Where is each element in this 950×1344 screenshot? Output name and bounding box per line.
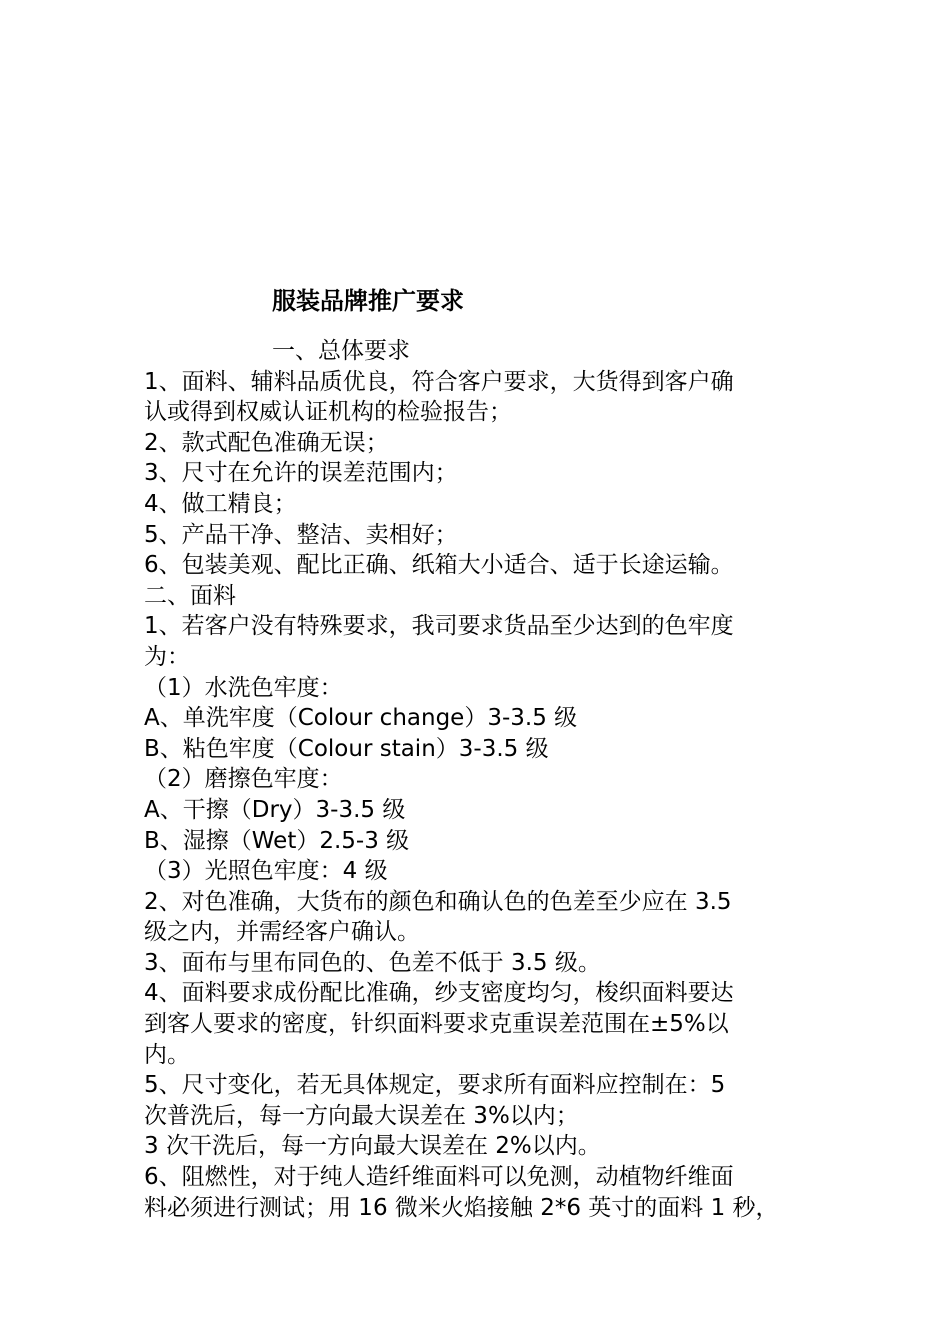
text-line: 次普洗后，每一方向最大误差在 3%以内； — [144, 1102, 579, 1129]
text-line: A、干擦（Dry）3-3.5 级 — [144, 796, 406, 823]
section-heading-general: 一、总体要求 — [272, 338, 410, 364]
text-line: 3、面布与里布同色的、色差不低于 3.5 级。 — [144, 949, 601, 976]
text-line: 1、面料、辅料品质优良，符合客户要求，大货得到客户确 — [144, 368, 734, 395]
text-line: 到客人要求的密度，针织面料要求克重误差范围在±5%以 — [144, 1011, 729, 1038]
text-line: 5、尺寸变化，若无具体规定，要求所有面料应控制在：5 — [144, 1072, 726, 1099]
section-heading-fabric: 二、面料 — [144, 582, 236, 609]
text-line: B、湿擦（Wet）2.5-3 级 — [144, 827, 410, 854]
text-line: B、粘色牢度（Colour stain）3-3.5 级 — [144, 735, 549, 762]
document-body — [144, 336, 824, 1223]
text-line: 认或得到权威认证机构的检验报告； — [144, 399, 512, 426]
text-line: 4、做工精良； — [144, 490, 297, 517]
text-line: （3）光照色牢度：4 级 — [144, 858, 388, 885]
text-line: 3、尺寸在允许的误差范围内； — [144, 460, 458, 487]
text-line: 6、阻燃性，对于纯人造纤维面料可以免测，动植物纤维面 — [144, 1164, 734, 1191]
text-line: 为： — [144, 643, 190, 670]
text-line: 内。 — [144, 1041, 190, 1068]
text-line: （2）磨擦色牢度： — [144, 766, 343, 793]
document-title: 服装品牌推广要求 — [272, 287, 464, 315]
text-line: 料必须进行测试；用 16 微米火焰接触 2*6 英寸的面料 1 秒， — [144, 1194, 779, 1221]
text-line: 2、对色准确，大货布的颜色和确认色的色差至少应在 3.5 — [144, 888, 732, 915]
text-line: （1）水洗色牢度： — [144, 674, 343, 701]
text-line: 2、款式配色准确无误； — [144, 429, 389, 456]
text-line: A、单洗牢度（Colour change）3-3.5 级 — [144, 705, 578, 732]
text-line: 4、面料要求成份配比准确，纱支密度均匀，梭织面料要达 — [144, 980, 734, 1007]
text-line: 5、产品干净、整洁、卖相好； — [144, 521, 458, 548]
text-line: 级之内，并需经客户确认。 — [144, 919, 420, 946]
text-line: 6、包装美观、配比正确、纸箱大小适合、适于长途运输。 — [144, 552, 734, 579]
text-line: 1、若客户没有特殊要求，我司要求货品至少达到的色牢度 — [144, 613, 734, 640]
text-line: 3 次干洗后，每一方向最大误差在 2%以内。 — [144, 1133, 601, 1160]
